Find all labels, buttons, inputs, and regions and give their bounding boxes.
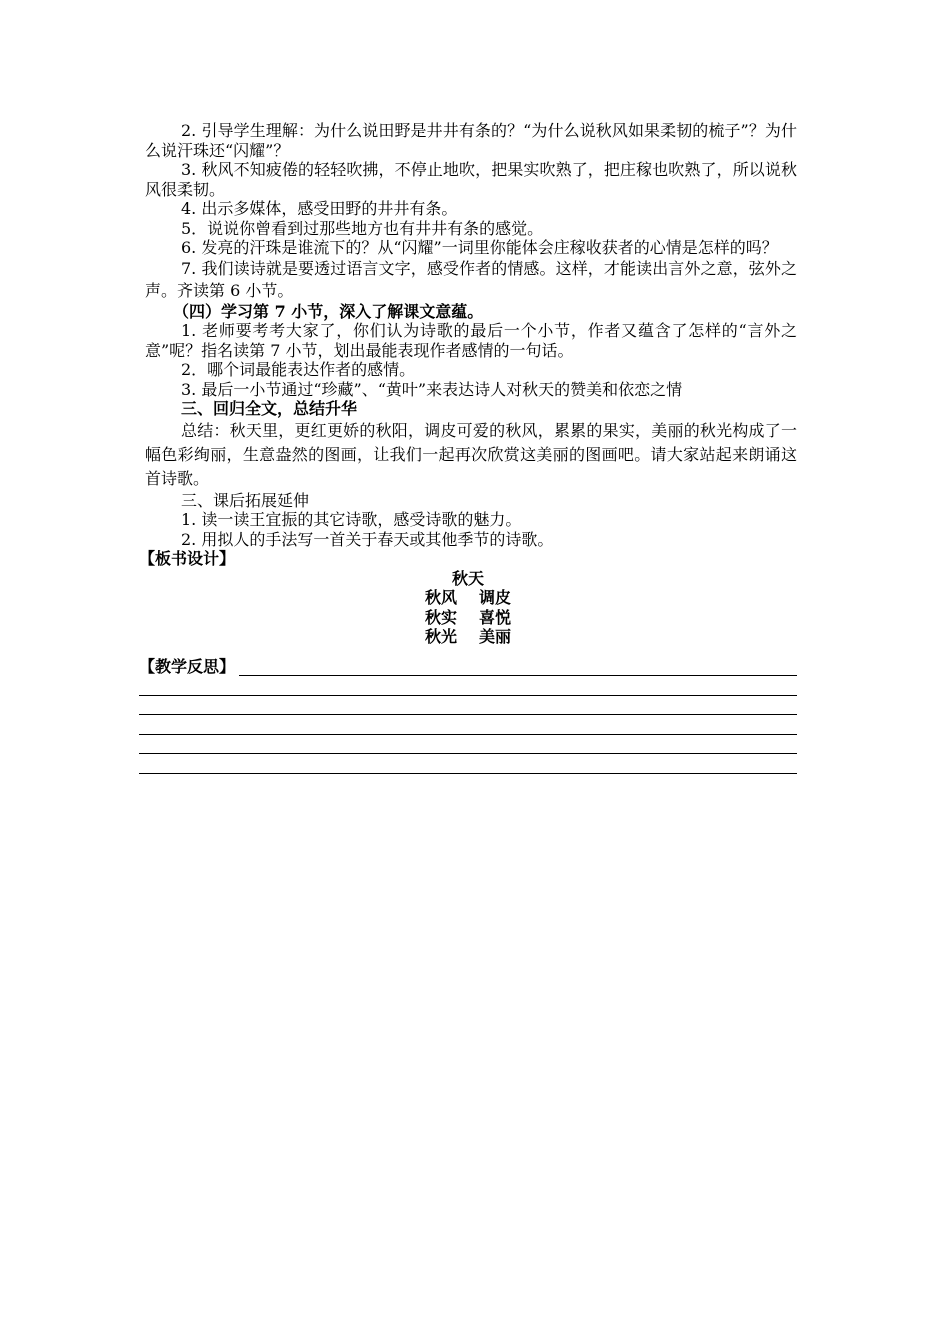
extend-item-2: 2. 用拟人的手法写一首关于春天或其他季节的诗歌。 bbox=[181, 529, 554, 549]
board-row bbox=[139, 608, 797, 628]
board-design-label: 【板书设计】 bbox=[139, 549, 236, 568]
reflection-line[interactable] bbox=[239, 657, 797, 676]
document-body bbox=[139, 121, 797, 774]
paragraph-6: 6. 发亮的汗珠是谁流下的？从“闪耀”一词里你能体会庄稼收获者的心情是怎样的吗？ bbox=[181, 238, 778, 257]
board-title bbox=[139, 569, 797, 589]
board-row bbox=[139, 627, 797, 647]
reflection-label: 【教学反思】 bbox=[139, 656, 236, 676]
reflection-line[interactable] bbox=[139, 735, 797, 755]
section-4-item-3: 3. 最后一小节通过“珍藏”、“黄叶”来表达诗人对秋天的赞美和依恋之情 bbox=[181, 379, 683, 399]
summary-heading: 三、回归全文，总结升华 bbox=[181, 399, 358, 418]
board-row bbox=[139, 588, 797, 608]
board-cell: 秋风 bbox=[424, 588, 457, 607]
section-4-heading: （四）学习第 7 小节，深入了解课文意蕴。 bbox=[173, 301, 484, 321]
extend-heading: 三、课后拓展延伸 bbox=[181, 490, 310, 510]
board-cell: 喜悦 bbox=[479, 607, 512, 627]
extend-item-1: 1. 读一读王宜振的其它诗歌，感受诗歌的魅力。 bbox=[181, 510, 522, 529]
paragraph-5: 5．说说你曾看到过那些地方也有井井有条的感觉。 bbox=[181, 218, 544, 238]
section-4-item-2: 2．哪个词最能表达作者的感情。 bbox=[181, 360, 416, 379]
board-title-text: 秋天 bbox=[451, 568, 484, 588]
paragraph-3: 3. 秋风不知疲倦的轻轻吹拂，不停止地吹，把果实吹熟了，把庄稼也吹熟了，所以说秋风很柔韧。 bbox=[145, 160, 797, 199]
board-cell: 秋光 bbox=[424, 627, 457, 646]
section-4-item-1: 1. 老师要考考大家了，你们认为诗歌的最后一个小节，作者又蕴含了怎样的“言外之意”呢？指名读第 7 小节，划出最能表现作者感情的一句话。 bbox=[145, 321, 797, 360]
paragraph-2: 2. 引导学生理解：为什么说田野是井井有条的？“为什么说秋风如果柔韧的梳子”？为什么说汗珠还“闪耀”？ bbox=[145, 121, 797, 160]
board-cell: 调皮 bbox=[479, 588, 512, 607]
paragraph-4: 4. 出示多媒体，感受田野的井井有条。 bbox=[181, 199, 458, 218]
reflection-line[interactable] bbox=[139, 676, 797, 696]
board-design bbox=[139, 569, 797, 647]
board-cell: 美丽 bbox=[479, 627, 512, 646]
reflection-line[interactable] bbox=[139, 696, 797, 716]
paragraph-7: 7. 我们读诗就是要透过语言文字，感受作者的情感。这样，才能读出言外之意，弦外之声。齐读第 6 小节。 bbox=[145, 258, 797, 300]
reflection-line[interactable] bbox=[139, 754, 797, 774]
reflection-row bbox=[139, 657, 797, 677]
board-cell: 秋实 bbox=[424, 607, 457, 627]
reflection-line[interactable] bbox=[139, 715, 797, 735]
summary-text: 总结：秋天里，更红更娇的秋阳，调皮可爱的秋风，累累的果实，美丽的秋光构成了一幅色彩绚丽，生意盎然的图画，让我们一起再次欣赏这美丽的图画吧。请大家站起来朗诵这首诗歌。 bbox=[145, 420, 797, 488]
